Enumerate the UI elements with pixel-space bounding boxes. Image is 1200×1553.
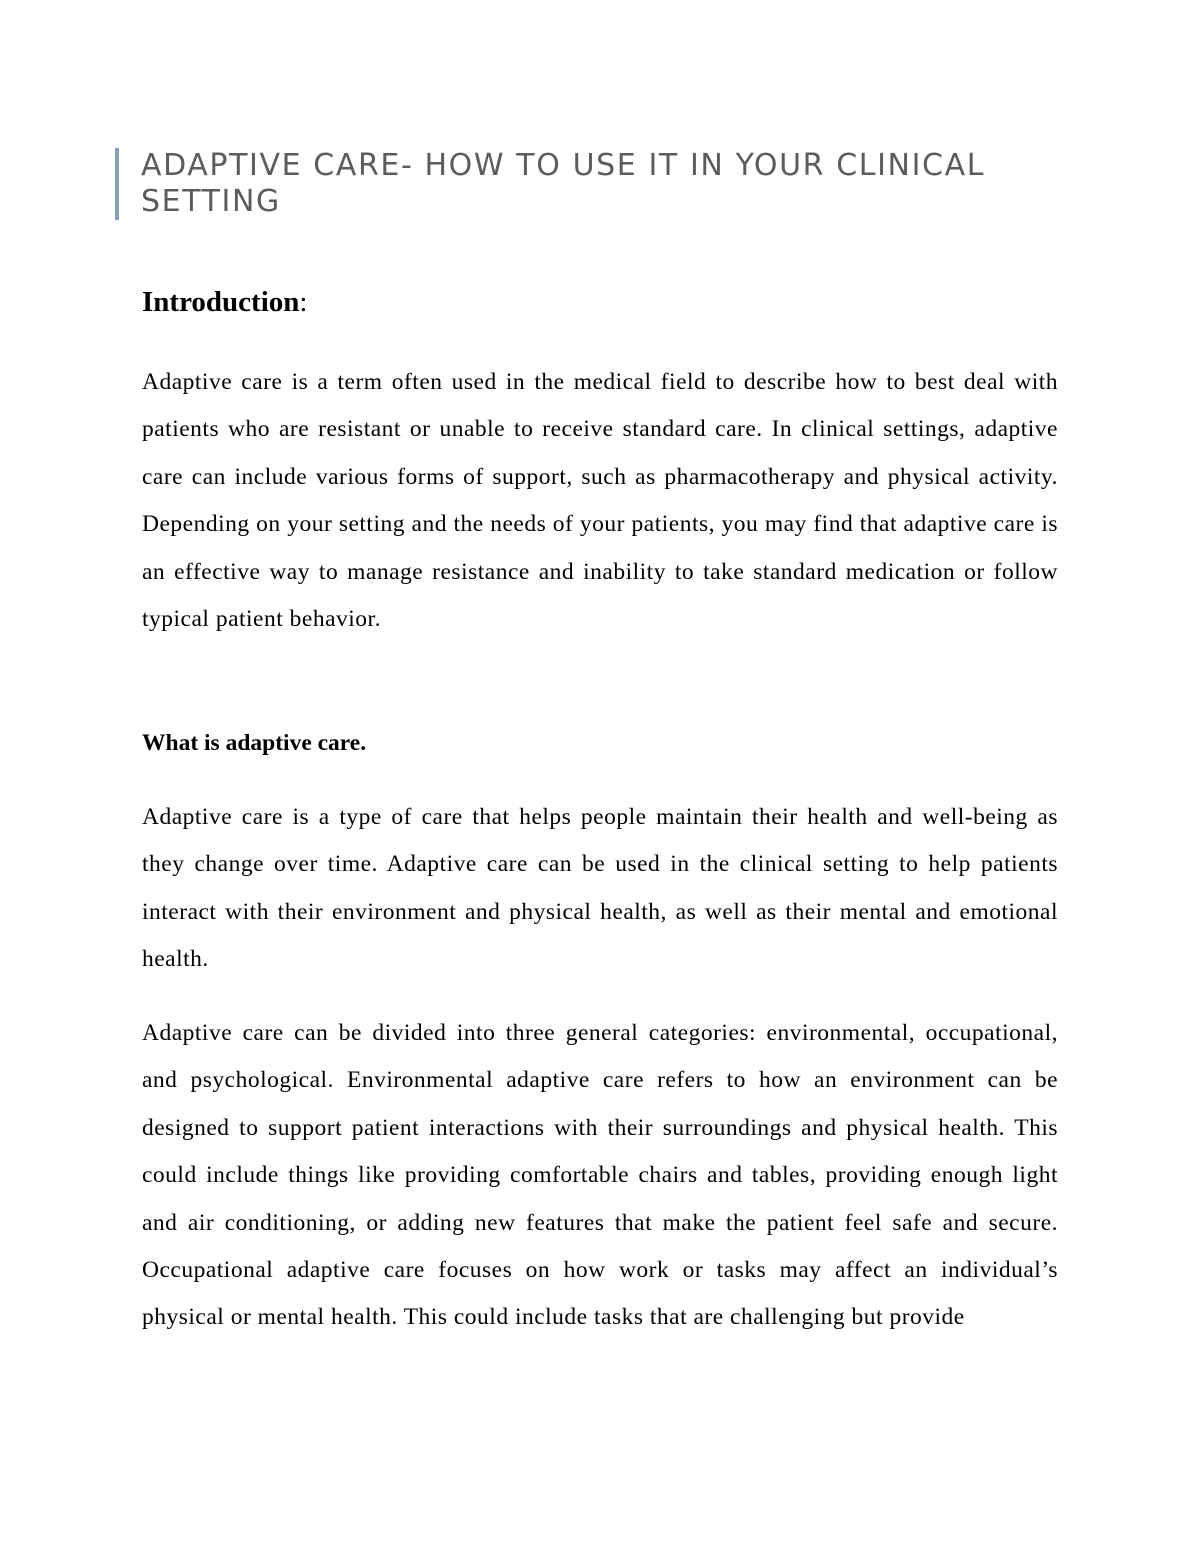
definition-paragraph: Adaptive care is a type of care that helps people maintain their health and well-being as they change over time. Adaptive care can be used in the clinical setting to help patients interact with their environment and physical health, as well as their mental and emotional health. — [142, 804, 1058, 973]
introduction-paragraph: Adaptive care is a term often used in the medical field to describe how to best deal with patients who are resistant or unable to receive standard care. In clinical settings, adaptive care can include various forms of support, such as pharmacotherapy and physical activity. Depending on your setting and the needs of your patients, you may find that adaptive care is an effective way to manage resistance and inability to take standard medication or follow typical patient behavior. — [142, 369, 1058, 633]
title-block — [115, 148, 1081, 220]
categories-paragraph: Adaptive care can be divided into three general categories: environmental, occupational, and psychological. Environmental adaptive care refers to how an environment can be designed to support patient interactions with their surroundings and physical health. This could include things like providing comfortable chairs and tables, providing enough light and air conditioning, or adding new features that make the patient feel safe and secure. Occupational adaptive care focuses on how work or tasks may affect an individual’s physical or mental health. This could include tasks that are challenging but provide — [142, 1020, 1058, 1331]
introduction-heading-text: Introduction — [142, 286, 300, 318]
introduction-heading — [142, 282, 1058, 322]
introduction-heading-colon: : — [299, 286, 308, 318]
section-heading: What is adaptive care. — [142, 730, 367, 756]
document-title: ADAPTIVE CARE- HOW TO USE IT IN YOUR CLINICAL SETTING — [141, 148, 986, 219]
